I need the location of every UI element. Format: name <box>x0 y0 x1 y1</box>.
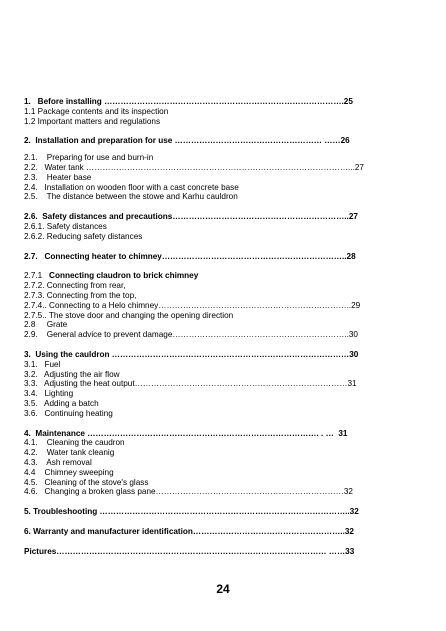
toc-heading: 6. Warranty and manufacturer identification………………………………………………..32 <box>24 526 354 536</box>
toc-section-2-6 <box>24 212 422 241</box>
toc-section-5 <box>24 507 422 517</box>
toc-item: 2.7.2. Connecting from rear, <box>24 281 126 291</box>
toc-item: 2.6.1. Safety distances <box>24 221 107 231</box>
toc-section-2-7 <box>24 252 422 262</box>
toc-item: 2.7.3. Connecting from the top, <box>24 290 137 300</box>
toc-item: 4.6. Changing a broken glass pane……………………………………………………………32 <box>24 487 353 497</box>
toc-heading: 2.7. Connecting heater to chimney…………………………………………………………..28 <box>24 251 356 261</box>
toc-section-2-7-1 <box>24 271 422 340</box>
toc-item: 3.1. Fuel <box>24 359 61 369</box>
toc-item: 3.6. Continuing heating <box>24 408 113 418</box>
toc-section-1 <box>24 97 422 126</box>
toc-heading <box>24 271 422 281</box>
toc-section-6 <box>24 527 422 537</box>
toc-item: 3.2. Adjusting the air flow <box>24 369 120 379</box>
toc-item: 4.1. Cleaning the caudron <box>24 438 125 448</box>
toc-heading: 3. Using the cauldron ……………………………………………………………………………30 <box>24 349 359 359</box>
toc-item: 2.6.2. Reducing safety distances <box>24 231 143 241</box>
toc-item: 1.2 Important matters and regulations <box>24 116 161 126</box>
toc-heading: 4. Maintenance …………………………………………………………………………. . … 31 <box>24 428 348 438</box>
toc-section-pictures <box>24 547 422 557</box>
page-number: 24 <box>216 582 230 596</box>
toc-item: 4.3. Ash removal <box>24 457 92 467</box>
toc-item: 2.8 Grate <box>24 320 68 330</box>
toc-heading: 2.6. Safety distances and precautions………………………………………………………..27 <box>24 212 358 222</box>
toc-section-2 <box>24 136 422 202</box>
toc-item: 2.5. The distance between the stowe and Karhu cauldron <box>24 192 238 202</box>
toc-item: 2.4. Installation on wooden floor with a cast concrete base <box>24 182 239 192</box>
toc-heading: 1. Before installing …………………………………………………………………………….25 <box>24 97 353 106</box>
toc-item: 2.7.5.. The stove door and changing the opening direction <box>24 310 234 320</box>
toc-item: 2.2. Water tank ……………………………………………………………………………………...27 <box>24 162 364 172</box>
toc-item: 3.5. Adding a batch <box>24 398 99 408</box>
toc-item: 2.3. Heater base <box>24 172 92 182</box>
toc-item: 3.4. Lighting <box>24 389 74 399</box>
toc-item: 2.1. Preparing for use and burn-in <box>24 153 154 163</box>
toc-item: 2.9. General advice to prevent damage………………………………………………………..30 <box>24 330 358 340</box>
toc-item: 1.1 Package contents and its inspection <box>24 106 169 116</box>
toc-item: 3.3. Adjusting the heat output……………………………………………………………………31 <box>24 379 357 389</box>
toc-heading-text: Connecting claudron to brick chimney <box>49 271 199 281</box>
toc-section-4 <box>24 429 422 498</box>
toc-heading-number: 2.7.1 <box>24 271 50 281</box>
toc-item: 2.7.4.. Connecting to a Helo chimney……………………………………………………………..29 <box>24 300 361 310</box>
toc-section-3 <box>24 350 422 419</box>
toc-item: 4.2. Water tank cleanig <box>24 448 115 458</box>
toc-heading: 2. Installation and preparation for use ……………………………………………… ……26 <box>24 136 350 146</box>
toc-item: 4.5. Cleaning of the stove's glass <box>24 477 149 487</box>
toc-heading: Pictures……………………………………………………………………………………… ……33 <box>24 546 355 556</box>
toc-heading: 5. Troubleshooting ………………………………………………………………………………..32 <box>24 507 359 517</box>
toc-item: 4.4 Chimney sweeping <box>24 467 114 477</box>
table-of-contents <box>24 97 422 556</box>
